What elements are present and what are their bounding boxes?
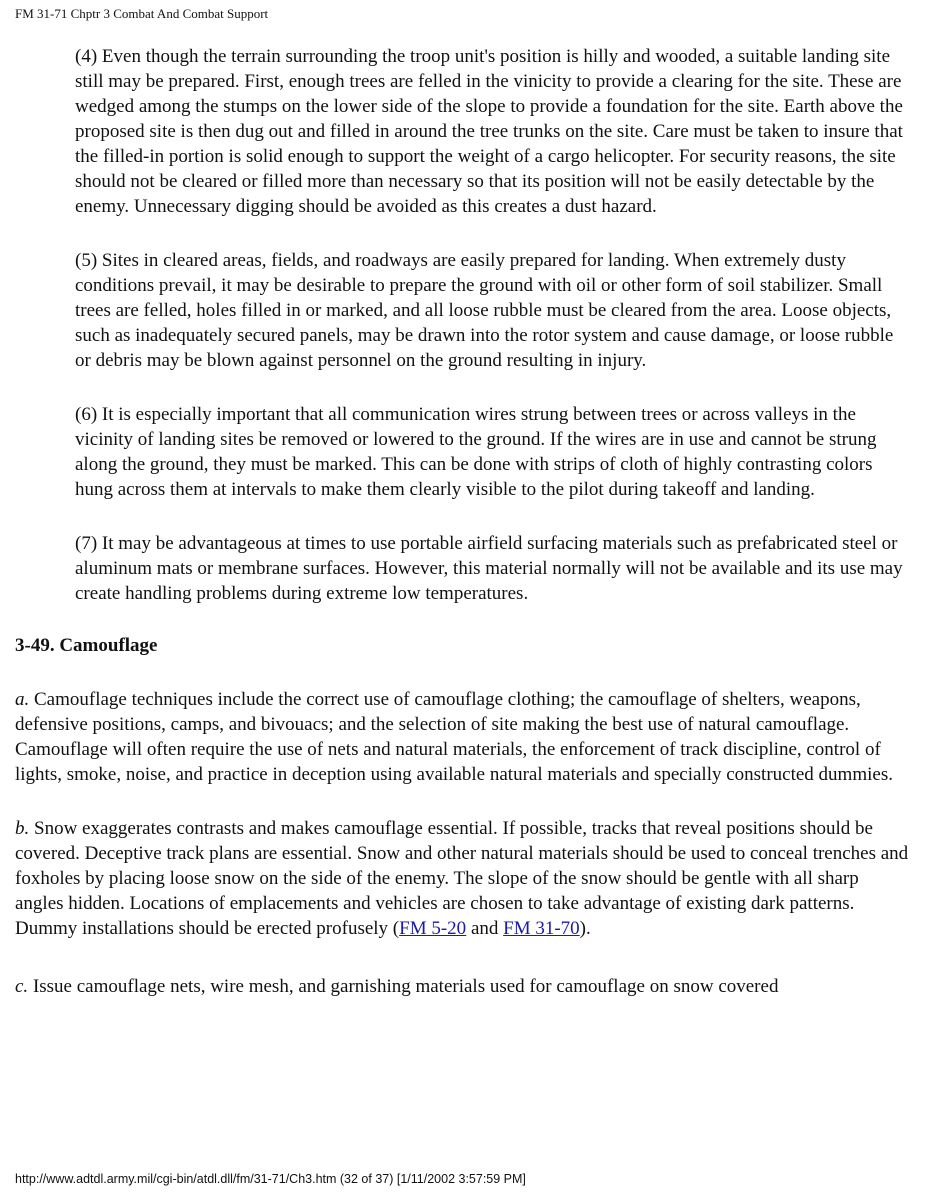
link-fm-5-20[interactable]: FM 5-20 (399, 918, 467, 939)
paragraph-5: (5) Sites in cleared areas, fields, and roadways are easily prepared for landing. When extremely dusty conditions prevail, it may be desirable to prepare the ground with oil or other form of soil stabilizer. Small trees are felled, holes filled in or marked, and all loose rubble must be cleared from the area. Loose objects, such as inadequately secured panels, may be drawn into the rotor system and cause damage, or loose rubble or debris may be blown against personnel on the ground resulting in injury. (75, 250, 894, 371)
paragraph-b (15, 816, 910, 941)
label-b: b. (15, 818, 30, 839)
paragraph-c-text: Issue camouflage nets, wire mesh, and garnishing materials used for camouflage on snow covered (28, 976, 779, 997)
paragraph-a (15, 687, 910, 787)
paragraph-b-end: ). (579, 918, 591, 939)
label-a: a. (15, 689, 30, 710)
section-heading: 3-49. Camouflage (15, 635, 158, 656)
paragraph-4: (4) Even though the terrain surrounding the troop unit's position is hilly and wooded, a suitable landing site still may be prepared. First, enough trees are felled in the vinicity to provide a clearing for the site. These are wedged among the stumps on the lower side of the slope to provide a foundation for the site. Earth above the proposed site is then dug out and filled in around the tree trunks on the site. Care must be taken to insure that the filled-in portion is solid enough to support the weight of a cargo helicopter. For security reasons, the site should not be cleared or filled more than necessary so that its position will not be easily detectable by the enemy. Unnecessary digging should be avoided as this creates a dust hazard. (75, 46, 903, 217)
page-header: FM 31-71 Chptr 3 Combat And Combat Support (15, 6, 269, 21)
paragraph-b-text: Snow exaggerates contrasts and makes camouflage essential. If possible, tracks that reveal positions should be covered. Deceptive track plans are essential. Snow and other natural materials should be used to conceal trenches and foxholes by placing loose snow on the side of the enemy. The slope of the snow should be gentle with all sharp angles hidden. Locations of emplacements and vehicles are chosen to take advantage of existing dark patterns. Dummy installations should be erected profusely ( (15, 818, 909, 939)
link-fm-31-70[interactable]: FM 31-70 (503, 918, 580, 939)
label-c: c. (15, 976, 29, 997)
paragraph-7: (7) It may be advantageous at times to use portable airfield surfacing materials such as prefabricated steel or aluminum mats or membrane surfaces. However, this material normally will not be available and its use may create handling problems during extreme low temperatures. (75, 533, 903, 604)
page-footer: http://www.adtdl.army.mil/cgi-bin/atdl.dll/fm/31-71/Ch3.htm (32 of 37) [1/11/2002 3:57:59 PM] (15, 1172, 526, 1186)
paragraph-c (15, 974, 910, 999)
document-body (0, 44, 926, 1028)
paragraph-a-text: Camouflage techniques include the correct use of camouflage clothing; the camouflage of shelters, weapons, defensive positions, camps, and bivouacs; and the selection of site making the best use of natural camouflage. Camouflage will often require the use of nets and natural materials, the enforcement of track discipline, control of lights, smoke, noise, and practice in deception using available natural materials and specially constructed dummies. (15, 689, 893, 785)
paragraph-6: (6) It is especially important that all communication wires strung between trees or across valleys in the vicinity of landing sites be removed or lowered to the ground. If the wires are in use and cannot be strung along the ground, they must be marked. This can be done with strips of cloth of highly contrasting colors hung across them at intervals to make them clearly visible to the pilot during takeoff and landing. (75, 404, 877, 500)
and-text: and (466, 918, 504, 939)
